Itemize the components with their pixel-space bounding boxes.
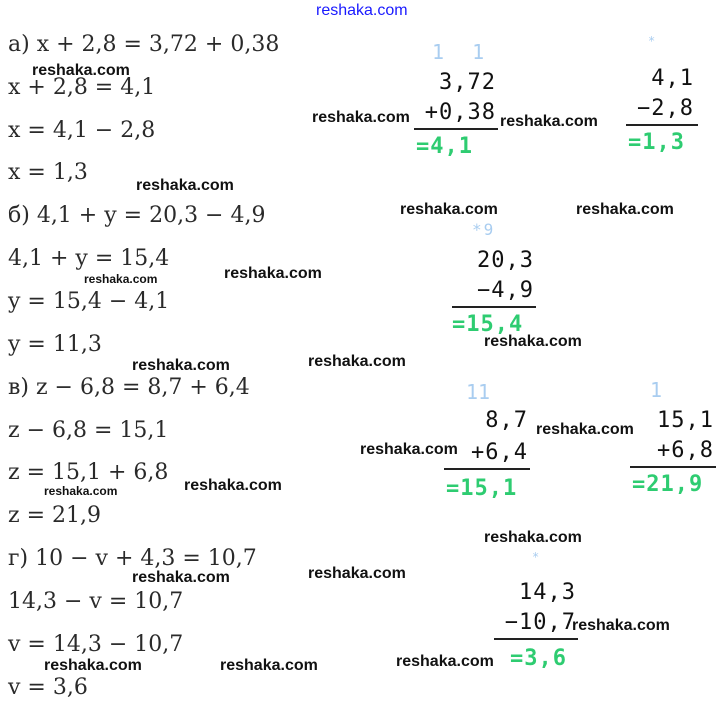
watermark: reshaka.com (44, 657, 142, 674)
column-6-top: 14,3 (519, 580, 576, 605)
equation-b-3: y = 15,4 − 4,1 (8, 289, 170, 314)
watermark: reshaka.com (484, 529, 582, 546)
equation-a-3: x = 4,1 − 2,8 (8, 118, 156, 143)
column-6-rule (494, 638, 578, 640)
equation-d-2: 14,3 − v = 10,7 (8, 589, 184, 614)
watermark: reshaka.com (360, 441, 458, 458)
column-5-bottom: +6,8 (657, 438, 714, 463)
equation-d-1: г) 10 − v + 4,3 = 10,7 (8, 546, 257, 571)
column-5-result: =21,9 (632, 472, 704, 497)
column-5-rule (630, 466, 716, 468)
watermark: reshaka.com (500, 113, 598, 130)
equation-d-3: v = 14,3 − 10,7 (8, 632, 184, 657)
watermark: reshaka.com (32, 62, 130, 79)
watermark: reshaka.com (132, 357, 230, 374)
column-6-bottom: −10,7 (504, 610, 576, 635)
column-4-carry: 11 (466, 380, 491, 404)
column-3-top: 20,3 (477, 248, 534, 273)
column-5-carry: 1 (650, 378, 671, 402)
equation-a-2: x + 2,8 = 4,1 (8, 75, 156, 100)
equation-d-4: v = 3,6 (8, 675, 88, 700)
equation-c-4: z = 21,9 (8, 503, 101, 528)
column-6-result: =3,6 (510, 646, 567, 671)
column-3-result: =15,4 (452, 312, 524, 337)
equation-c-3: z = 15,1 + 6,8 (8, 460, 169, 485)
equation-b-4: y = 11,3 (8, 332, 102, 357)
watermark: reshaka.com (400, 201, 498, 218)
watermark: reshaka.com (136, 177, 234, 194)
column-1-top: 3,72 (439, 70, 496, 95)
watermark: reshaka.com (572, 617, 670, 634)
column-5-top: 15,1 (657, 408, 714, 433)
column-3-rule (452, 306, 536, 308)
watermark: reshaka.com (308, 353, 406, 370)
watermark: reshaka.com (484, 333, 582, 350)
column-2-result: =1,3 (628, 130, 685, 155)
column-4-rule (444, 468, 530, 470)
watermark: reshaka.com (84, 272, 158, 286)
column-4-result: =15,1 (446, 476, 518, 501)
column-2-bottom: −2,8 (637, 96, 694, 121)
equation-a-1: а) x + 2,8 = 3,72 + 0,38 (8, 32, 280, 57)
watermark: reshaka.com (184, 477, 282, 494)
watermark: reshaka.com (224, 265, 322, 282)
watermark: reshaka.com (44, 484, 118, 498)
watermark: reshaka.com (220, 657, 318, 674)
equation-c-1: в) z − 6,8 = 8,7 + 6,4 (8, 375, 250, 400)
watermark: reshaka.com (132, 569, 230, 586)
column-1-rule (414, 128, 498, 130)
watermark: reshaka.com (536, 421, 634, 438)
watermark: reshaka.com (576, 201, 674, 218)
site-header[interactable]: reshaka.com (316, 2, 408, 19)
watermark: reshaka.com (396, 653, 494, 670)
watermark: reshaka.com (308, 565, 406, 582)
column-1-result: =4,1 (416, 134, 473, 159)
watermark: reshaka.com (312, 109, 410, 126)
column-2-rule (626, 124, 698, 126)
column-2-carry: * (648, 34, 664, 48)
equation-b-2: 4,1 + y = 15,4 (8, 246, 170, 271)
column-2-top: 4,1 (651, 66, 694, 91)
equation-a-4: x = 1,3 (8, 160, 88, 185)
equation-b-1: б) 4,1 + y = 20,3 − 4,9 (8, 203, 266, 228)
equation-c-2: z − 6,8 = 15,1 (8, 418, 169, 443)
column-6-carry: * (532, 550, 548, 564)
column-3-bottom: −4,9 (477, 278, 534, 303)
column-4-top: 8,7 (485, 408, 528, 433)
column-3-carry: *9 (472, 220, 496, 239)
column-4-bottom: +6,4 (471, 440, 528, 465)
column-1-bottom: +0,38 (424, 100, 496, 125)
column-1-carry: 1 1 (432, 40, 493, 64)
